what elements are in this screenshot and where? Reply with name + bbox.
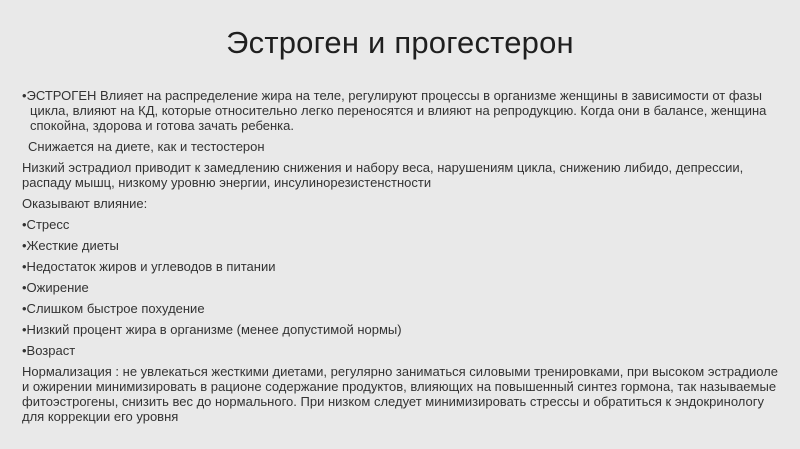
influences-heading: Оказывают влияние: xyxy=(22,196,148,211)
estrogen-paragraph: •ЭСТРОГЕН Влияет на распределение жира на теле, регулируют процессы в организме женщины в зависимости от фазы цикла, влияют на КД, которые относительно легко переносятся и влияют на репродукцию. Когда они в балансе, женщина спокойна, здорова и готова зачать ребенка. xyxy=(22,88,767,133)
list-item: •Низкий процент жира в организме (менее допустимой нормы) xyxy=(22,322,402,337)
list-item: •Ожирение xyxy=(22,280,89,295)
list-item: •Жесткие диеты xyxy=(22,238,119,253)
slide-title: Эстроген и прогестерон xyxy=(226,25,574,60)
slide-content xyxy=(22,88,782,424)
diet-note: Снижается на диете, как и тестостерон xyxy=(28,139,265,154)
list-item: •Стресс xyxy=(22,217,70,232)
list-item: •Возраст xyxy=(22,343,76,358)
list-item: •Недостаток жиров и углеводов в питании xyxy=(22,259,276,274)
normalization-paragraph: Нормализация : не увлекаться жесткими диетами, регулярно заниматься силовыми тренировками, при высоком эстрадиоле и ожирении минимизировать в рационе содержание продуктов, влияющих на повышенный синтез гормона, так называемые фитоэстрогены, снизить вес до нормального. При низком следует минимизировать стрессы и обратиться к эндокринологу для коррекции его уровня xyxy=(22,364,778,424)
list-item: •Слишком быстрое похудение xyxy=(22,301,205,316)
low-estradiol-paragraph: Низкий эстрадиол приводит к замедлению снижения и набору веса, нарушениям цикла, снижению либидо, депрессии, распаду мышц, низкому уровню энергии, инсулинорезистенстности xyxy=(22,160,744,190)
